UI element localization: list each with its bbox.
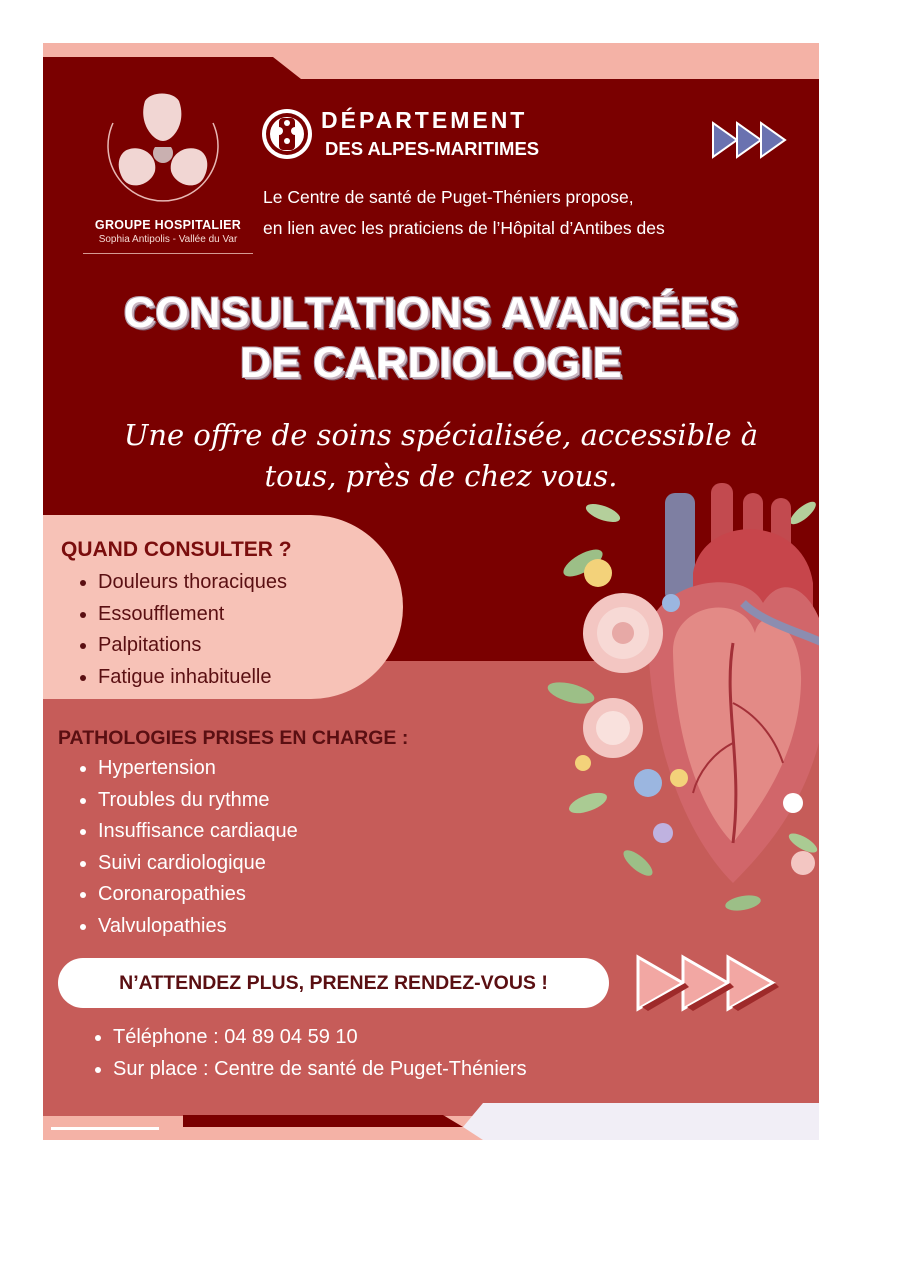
- main-title-line-2: DE CARDIOLOGIE: [239, 339, 623, 387]
- list-item: • Fatigue inhabituelle: [98, 662, 287, 694]
- department-crest-icon: [262, 109, 312, 159]
- hospital-group-name: GROUPE HOSPITALIER: [94, 218, 242, 232]
- list-item: • Insuffisance cardiaque: [98, 816, 298, 848]
- contact-phone: • Téléphone : 04 89 04 59 10: [113, 1021, 527, 1053]
- list-item: • Valvulopathies: [98, 911, 298, 943]
- poster: [43, 43, 819, 1140]
- hospital-group-subtitle: Sophia Antipolis - Vallée du Var: [98, 234, 238, 245]
- tagline-line-1: Une offre de soins spécialisée, accessible à: [123, 418, 759, 452]
- list-item: • Douleurs thoraciques: [98, 567, 287, 599]
- contact-list: [58, 1021, 527, 1085]
- bottom-decorative-line: [51, 1127, 159, 1130]
- list-item: • Essoufflement: [98, 599, 287, 631]
- intro-line-1: Le Centre de santé de Puget-Théniers propose,: [263, 187, 634, 207]
- list-item: • Palpitations: [98, 630, 287, 662]
- when-to-consult-heading: QUAND CONSULTER ?: [61, 538, 292, 561]
- hospital-logo-divider: [83, 253, 253, 254]
- when-to-consult-list: [43, 567, 287, 693]
- list-item: • Hypertension: [98, 753, 298, 785]
- contact-location: • Sur place : Centre de santé de Puget-Théniers: [113, 1053, 527, 1085]
- list-item: • Coronaropathies: [98, 879, 298, 911]
- department-title: DÉPARTEMENT: [321, 107, 528, 133]
- department-subtitle: DES ALPES-MARITIMES: [325, 138, 540, 159]
- call-to-action-label: N’ATTENDEZ PLUS, PRENEZ RENDEZ-VOUS !: [119, 972, 548, 994]
- pathologies-heading: PATHOLOGIES PRISES EN CHARGE :: [58, 727, 409, 749]
- list-item: • Suivi cardiologique: [98, 848, 298, 880]
- intro-line-2: en lien avec les praticiens de l’Hôpital d’Antibes des: [263, 218, 665, 238]
- list-item: • Troubles du rythme: [98, 785, 298, 817]
- pathologies-list: [43, 753, 298, 942]
- main-title-line-1: CONSULTATIONS AVANCÉES: [123, 289, 739, 337]
- tagline-line-2: tous, près de chez vous.: [264, 459, 618, 493]
